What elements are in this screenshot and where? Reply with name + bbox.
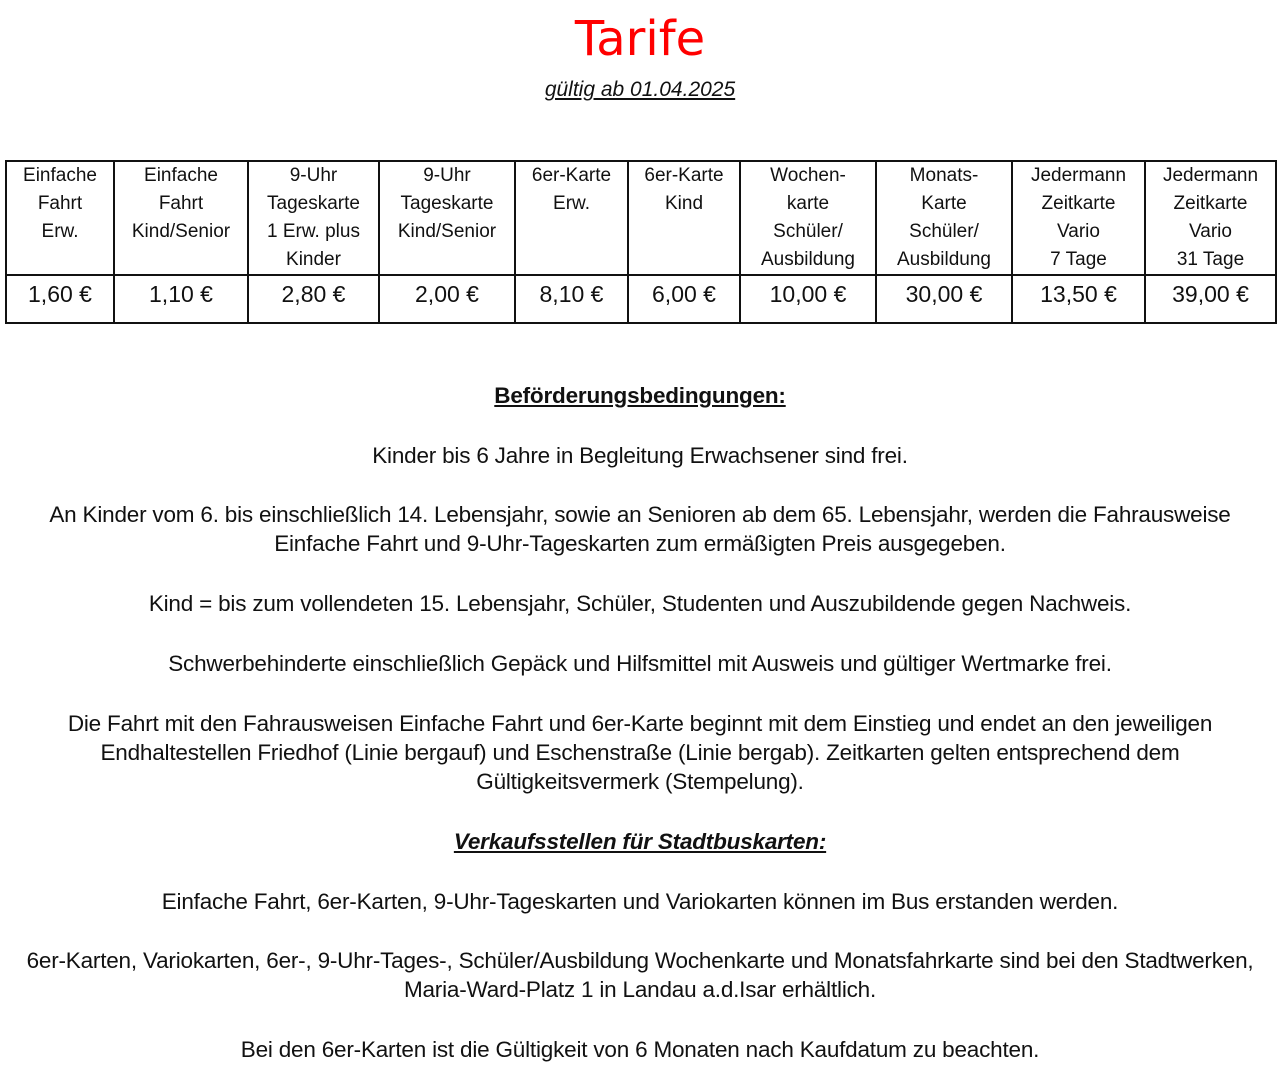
tariff-price: 2,80 € xyxy=(248,275,379,323)
conditions-heading: Beförderungsbedingungen: xyxy=(494,383,786,408)
tariff-price: 6,00 € xyxy=(628,275,740,323)
tariff-label: Einfache Fahrt Erw. xyxy=(6,161,114,275)
conditions-paragraph: Schwerbehinderte einschließlich Gepäck und Hilfsmittel mit Ausweis und gültiger Wertmarke frei. xyxy=(168,651,1112,676)
sales-paragraph: 6er-Karten, Variokarten, 6er-, 9-Uhr-Tages-, Schüler/Ausbildung Wochenkarte und Monatsfahrkarte sind bei den Stadtwerken, Maria-Ward-Platz 1 in Landau a.d.Isar erhältlich. xyxy=(26,948,1254,1002)
tariff-price: 10,00 € xyxy=(740,275,876,323)
tariff-price: 1,60 € xyxy=(6,275,114,323)
tariff-label: Jedermann Zeitkarte Vario 7 Tage xyxy=(1012,161,1145,275)
tariff-table xyxy=(5,160,1277,324)
tariff-label: Wochen- karte Schüler/ Ausbildung xyxy=(740,161,876,275)
page-title: Tarife xyxy=(574,11,706,67)
tariff-label: 6er-Karte Kind xyxy=(628,161,740,275)
tariff-price: 1,10 € xyxy=(114,275,248,323)
valid-from-text: gültig ab 01.04.2025 xyxy=(544,78,736,101)
tariff-label: Monats- Karte Schüler/ Ausbildung xyxy=(876,161,1012,275)
tariff-label: 6er-Karte Erw. xyxy=(515,161,628,275)
conditions-paragraph: Die Fahrt mit den Fahrausweisen Einfache Fahrt und 6er-Karte beginnt mit dem Einstieg und endet an den jeweiligen Endhaltestellen Friedhof (Linie bergauf) und Eschenstraße (Linie bergab). Zeitkarten gelten entsprechend dem Gültigkeitsvermerk (Stempelung). xyxy=(67,711,1213,794)
tariff-label: Einfache Fahrt Kind/Senior xyxy=(114,161,248,275)
tariff-label: Jedermann Zeitkarte Vario 31 Tage xyxy=(1145,161,1276,275)
conditions-paragraph: Kinder bis 6 Jahre in Begleitung Erwachsener sind frei. xyxy=(372,443,908,468)
tariff-price: 8,10 € xyxy=(515,275,628,323)
tariff-price: 2,00 € xyxy=(379,275,515,323)
tariff-price-row xyxy=(6,275,1276,323)
sales-paragraph: Einfache Fahrt, 6er-Karten, 9-Uhr-Tageskarten und Variokarten können im Bus erstanden werden. xyxy=(161,889,1119,914)
tariff-label: 9-Uhr Tageskarte Kind/Senior xyxy=(379,161,515,275)
sales-paragraph: Bei den 6er-Karten ist die Gültigkeit von 6 Monaten nach Kaufdatum zu beachten. xyxy=(240,1037,1040,1062)
valid-from-date xyxy=(0,77,1280,103)
tariff-label: 9-Uhr Tageskarte 1 Erw. plus Kinder xyxy=(248,161,379,275)
conditions-paragraph: Kind = bis zum vollendeten 15. Lebensjahr, Schüler, Studenten und Auszubildende gegen Nachweis. xyxy=(148,591,1132,616)
tariff-price: 30,00 € xyxy=(876,275,1012,323)
sales-heading: Verkaufsstellen für Stadtbuskarten: xyxy=(453,829,827,854)
tariff-header-row xyxy=(6,161,1276,275)
tariff-price: 13,50 € xyxy=(1012,275,1145,323)
tariff-price: 39,00 € xyxy=(1145,275,1276,323)
conditions-paragraph: An Kinder vom 6. bis einschließlich 14. Lebensjahr, sowie an Senioren ab dem 65. Lebensjahr, werden die Fahrausweise Einfache Fahrt und 9-Uhr-Tageskarten zum ermäßigten Preis ausgegeben. xyxy=(49,502,1231,556)
